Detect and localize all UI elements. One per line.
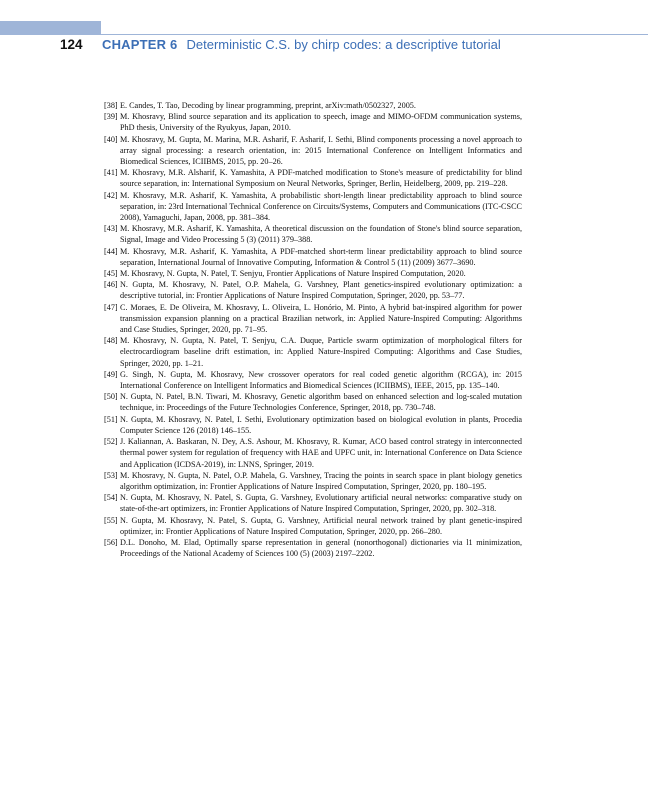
reference-text: M. Khosravy, Blind source separation and its application to speech, image and MIMO-OFDM communication systems, PhD thesis, University of the Ryukyus, Japan, 2010. [120,112,522,133]
reference-number: [44] [104,246,118,256]
reference-number: [52] [104,437,118,447]
reference-number: [48] [104,336,118,346]
chapter-title: Deterministic C.S. by chirp codes: a descriptive tutorial [186,37,501,52]
reference-item [104,190,522,224]
reference-item [104,268,522,279]
reference-item [104,279,522,301]
reference-item [104,537,522,559]
reference-number: [41] [104,168,118,178]
reference-number: [53] [104,470,118,480]
reference-number: [54] [104,493,118,503]
reference-item [104,111,522,133]
reference-item [104,436,522,470]
reference-text: N. Gupta, M. Khosravy, N. Patel, O.P. Mahela, G. Varshney, Plant genetics-inspired evolutionary optimization: a descriptive tutorial, in: Frontier Applications of Nature Inspired Computation, Springer, 2020, pp. 53–77. [120,280,522,301]
reference-text: M. Khosravy, M.R. Asharif, K. Yamashita, A theoretical discussion on the foundation of Stone's blind source separation, Signal, Image and Video Processing 5 (3) (2011) 379–388. [120,224,522,245]
reference-number: [46] [104,280,118,290]
reference-item [104,335,522,369]
reference-item [104,470,522,492]
reference-text: N. Gupta, M. Khosravy, N. Patel, S. Gupta, G. Varshney, Evolutionary artificial neural networks: comparative study on state-of-the-art optimizers, in: Frontier Applications of Nature Inspired Computation, Springer, 2020, pp. 302–318. [120,493,522,514]
reference-text: G. Singh, N. Gupta, M. Khosravy, New crossover operators for real coded genetic algorithm (RCGA), in: 2015 International Conference on Intelligent Informatics and Biomedical Sciences (ICIIBMS), IEEE, 2015, pp. 135–140. [120,369,522,391]
running-header [60,37,501,57]
reference-number: [40] [104,134,118,144]
reference-text: C. Moraes, E. De Oliveira, M. Khosravy, L. Oliveira, L. Honório, M. Pinto, A hybrid bat-inspired algorithm for power transmission expansion planning on a practical Brazilian network, in: Applied Nature-Inspired Computing: Algorithms and Case Studies, Springer, 2020, pp. 71–95. [120,302,522,335]
reference-text: D.L. Donoho, M. Elad, Optimally sparse representation in general (nonorthogonal) dictionaries via l1 minimization, Proceedings of the National Academy of Sciences 100 (5) (2003) 2197–2202. [120,537,522,559]
reference-text: E. Candes, T. Tao, Decoding by linear programming, preprint, arXiv:math/0502327, 2005. [120,101,416,110]
reference-number: [56] [104,537,118,547]
page-number: 124 [60,37,83,52]
reference-item [104,223,522,245]
reference-item [104,391,522,413]
reference-number: [49] [104,369,118,379]
chapter-label: CHAPTER 6 [102,37,178,52]
header-rule [101,34,648,35]
reference-number: [51] [104,414,118,424]
reference-item [104,414,522,436]
reference-text: M. Khosravy, M.R. Asharif, K. Yamashita, A PDF-matched short-term linear predictability approach to blind source separation, International Journal of Innovative Computing, Information & Control 5 (11) (2009) 3677–3690. [120,246,522,267]
reference-text: N. Gupta, N. Patel, B.N. Tiwari, M. Khosravy, Genetic algorithm based on enhanced selection and log-scaled mutation technique, in: Proceedings of the Future Technologies Conference, Springer, 2018, pp. 730–748. [120,392,522,413]
reference-item [104,302,522,336]
reference-text: M. Khosravy, M. Gupta, M. Marina, M.R. Asharif, F. Asharif, I. Sethi, Blind components processing a novel approach to array signal processing: a research orientation, in: 2015 International Conference on Intelligent Informatics and Biomedical Sciences, ICIIBMS, 2015, pp. 20–26. [120,134,522,167]
reference-item [104,134,522,168]
reference-number: [38] [104,101,118,110]
reference-number: [50] [104,392,118,402]
reference-text: J. Kaliannan, A. Baskaran, N. Dey, A.S. Ashour, M. Khosravy, R. Kumar, ACO based control strategy in interconnected thermal power system for regulation of frequency with HAE and UPFC unit, in: International Conference on Data Science and Application (ICDSA-2019), in: LNNS, Springer, 2019. [120,437,522,469]
reference-text: M. Khosravy, N. Gupta, N. Patel, O.P. Mahela, G. Varshney, Tracing the points in search space in plant biology genetics algorithm optimization, in: Frontier Applications of Nature Inspired Computation, Springer, 2020, pp. 180–195. [120,470,522,491]
reference-item [104,369,522,391]
reference-item [104,100,522,111]
reference-number: [42] [104,190,118,200]
reference-text: N. Gupta, M. Khosravy, N. Patel, I. Sethi, Evolutionary optimization based on biological evolution in plants, Procedia Computer Science 126 (2018) 146–155. [120,414,522,435]
reference-text: N. Gupta, M. Khosravy, N. Patel, S. Gupta, G. Varshney, Artificial neural network trained by plant genetic-inspired optimizer, in: Frontier Applications of Nature Inspired Computation, Springer, 2020, pp. 266–280. [120,515,522,536]
reference-list [104,100,522,559]
reference-number: [39] [104,112,118,122]
reference-text: M. Khosravy, N. Gupta, N. Patel, T. Senjyu, C.A. Duque, Particle swarm optimization of morphological filters for electrocardiogram baseline drift estimation, in: Applied Nature-Inspired Computing: Algorithms and Case Studies, Springer, 2020, pp. 1–21. [120,336,522,368]
reference-text: M. Khosravy, M.R. Alsharif, K. Yamashita, A PDF-matched modification to Stone's measure of predictability for blind source separation, in: International Symposium on Neural Networks, Springer, Berlin, Heidelberg, 2009, pp. 219–228. [120,168,522,189]
reference-number: [55] [104,515,118,525]
reference-item [104,515,522,537]
reference-text: M. Khosravy, N. Gupta, N. Patel, T. Senjyu, Frontier Applications of Nature Inspired Computation, 2020. [120,269,466,279]
reference-number: [43] [104,224,118,234]
reference-item [104,246,522,268]
reference-item [104,167,522,189]
header-accent-bar [0,21,101,35]
reference-number: [47] [104,302,118,312]
reference-number: [45] [104,269,118,279]
reference-item [104,492,522,514]
reference-text: M. Khosravy, M.R. Asharif, K. Yamashita, A probabilistic short-length linear predictability approach to blind source separation, in: 23rd International Technical Conference on Circuits/Systems, Computers and Communications (ITC-CSCC 2008), Yamaguchi, Japan, 2008, pp. 381–384. [120,190,522,223]
